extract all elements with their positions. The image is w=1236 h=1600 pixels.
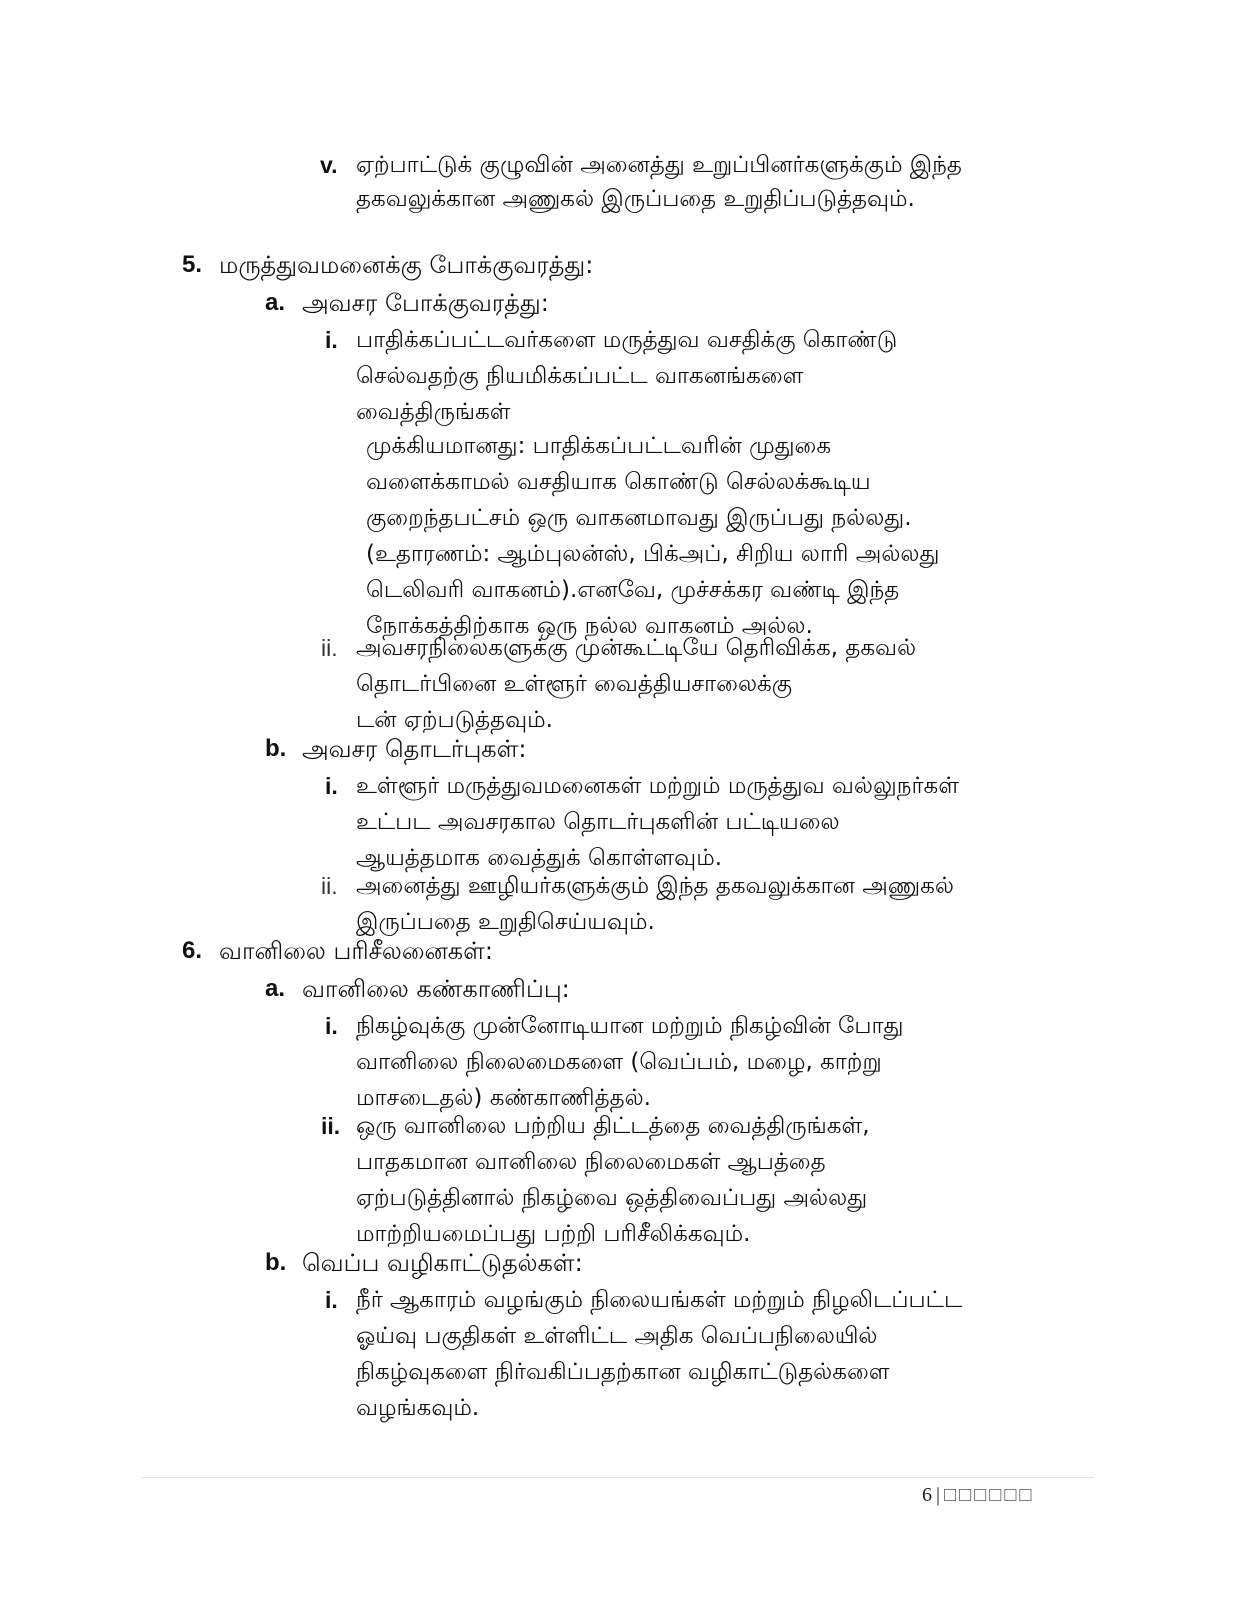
section-heading-line: வெப்ப வழிகாட்டுதல்கள்: — [302, 1249, 583, 1277]
list-item-line: ஒரு வானிலை பற்றிய திட்டத்தை வைத்திருங்கள், — [356, 1113, 870, 1139]
list-item-line: உள்ளூர் மருத்துவமனைகள் மற்றும் மருத்துவ வல்லுநர்கள் — [356, 773, 959, 799]
list-marker: 5. — [182, 251, 203, 278]
section-heading-line: அவசர போக்குவரத்து: — [302, 289, 549, 317]
list-item-line: உட்பட அவசரகால தொடர்புகளின் பட்டியலை — [356, 809, 840, 835]
list-item-line: நீர் ஆகாரம் வழங்கும் நிலையங்கள் மற்றும் நிழலிடப்பட்ட — [356, 1287, 963, 1313]
list-item-line: இருப்பதை உறுதிசெய்யவும். — [356, 909, 655, 935]
list-item-line: தகவலுக்கான அணுகல் இருப்பதை உறுதிப்படுத்தவும். — [356, 186, 915, 212]
list-item-line: அனைத்து ஊழியர்களுக்கும் இந்த தகவலுக்கான அணுகல் — [356, 873, 954, 899]
section-heading-line: மருத்துவமனைக்கு போக்குவரத்து: — [219, 251, 594, 279]
list-item-line: ஏற்பாட்டுக் குழுவின் அனைத்து உறுப்பினர்களுக்கும் இந்த — [356, 152, 962, 178]
list-item-line: வானிலை நிலைமைகளை (வெப்பம், மழை, காற்று — [356, 1049, 882, 1075]
list-item-line: வளைக்காமல் வசதியாக கொண்டு செல்லக்கூடிய — [366, 469, 871, 495]
list-item-line: செல்வதற்கு நியமிக்கப்பட்ட வாகனங்களை — [356, 363, 804, 389]
list-item-line: ஆயத்தமாக வைத்துக் கொள்ளவும். — [356, 845, 723, 871]
list-item-line: ஓய்வு பகுதிகள் உள்ளிட்ட அதிக வெப்பநிலையில் — [356, 1323, 878, 1349]
list-marker: ii. — [321, 635, 338, 661]
list-marker: 6. — [182, 937, 203, 964]
list-item-line: பாதகமான வானிலை நிலைமைகள் ஆபத்தை — [356, 1149, 826, 1175]
list-item-line: அவசரநிலைகளுக்கு முன்கூட்டியே தெரிவிக்க, தகவல் — [356, 635, 917, 661]
list-item-line: டெலிவரி வாகனம்).எனவே, முச்சக்கர வண்டி இந்த — [366, 577, 900, 603]
list-marker: b. — [265, 1249, 287, 1276]
footer-separator: | — [936, 1484, 941, 1506]
list-item-line: நோக்கத்திற்காக ஒரு நல்ல வாகனம் அல்ல. — [366, 613, 813, 639]
list-item-line: வைத்திருங்கள் — [356, 399, 511, 425]
list-marker: i. — [325, 327, 338, 353]
list-item-line: குறைந்தபட்சம் ஒரு வாகனமாவது இருப்பது நல்லது. — [366, 505, 912, 531]
list-marker: b. — [265, 735, 287, 762]
list-item-line: வழங்கவும். — [356, 1395, 480, 1421]
section-heading-line: வானிலை கண்காணிப்பு: — [302, 975, 570, 1003]
list-item-line: மாசடைதல்) கண்காணித்தல். — [356, 1085, 651, 1111]
list-marker: ii. — [321, 873, 338, 899]
list-item-line: நிகழ்வுகளை நிர்வகிப்பதற்கான வழிகாட்டுதல்களை — [356, 1359, 890, 1385]
list-marker: a. — [265, 975, 286, 1002]
list-item-line: ஏற்படுத்தினால் நிகழ்வை ஒத்திவைப்பது அல்லது — [356, 1185, 868, 1211]
list-item-line: நிகழ்வுக்கு முன்னோடியான மற்றும் நிகழ்வின் போது — [356, 1013, 904, 1039]
page-number: 6 — [922, 1484, 932, 1506]
list-marker: i. — [325, 1287, 338, 1313]
page-footer — [922, 1480, 1035, 1510]
list-item-line: (உதாரணம்: ஆம்புலன்ஸ், பிக்அப், சிறிய லாரி அல்லது — [366, 541, 940, 567]
list-item-line: டன் ஏற்படுத்தவும். — [356, 707, 553, 733]
list-item-line: தொடர்பினை உள்ளூர் வைத்தியசாலைக்கு — [356, 671, 793, 697]
list-marker: a. — [265, 289, 286, 316]
footer-label: □□□□□□ — [944, 1484, 1035, 1506]
list-item-line: பாதிக்கப்பட்டவர்களை மருத்துவ வசதிக்கு கொண்டு — [356, 327, 898, 353]
list-marker: i. — [325, 773, 338, 799]
section-heading-line: வானிலை பரிசீலனைகள்: — [219, 937, 493, 965]
section-heading-line: அவசர தொடர்புகள்: — [302, 735, 527, 763]
footer-divider — [142, 1477, 1094, 1478]
list-item-line: முக்கியமானது: பாதிக்கப்பட்டவரின் முதுகை — [366, 433, 832, 459]
list-marker: i. — [325, 1013, 338, 1039]
list-marker: ii. — [321, 1113, 341, 1139]
list-item-line: மாற்றியமைப்பது பற்றி பரிசீலிக்கவும். — [356, 1221, 751, 1247]
list-marker: v. — [320, 152, 338, 178]
